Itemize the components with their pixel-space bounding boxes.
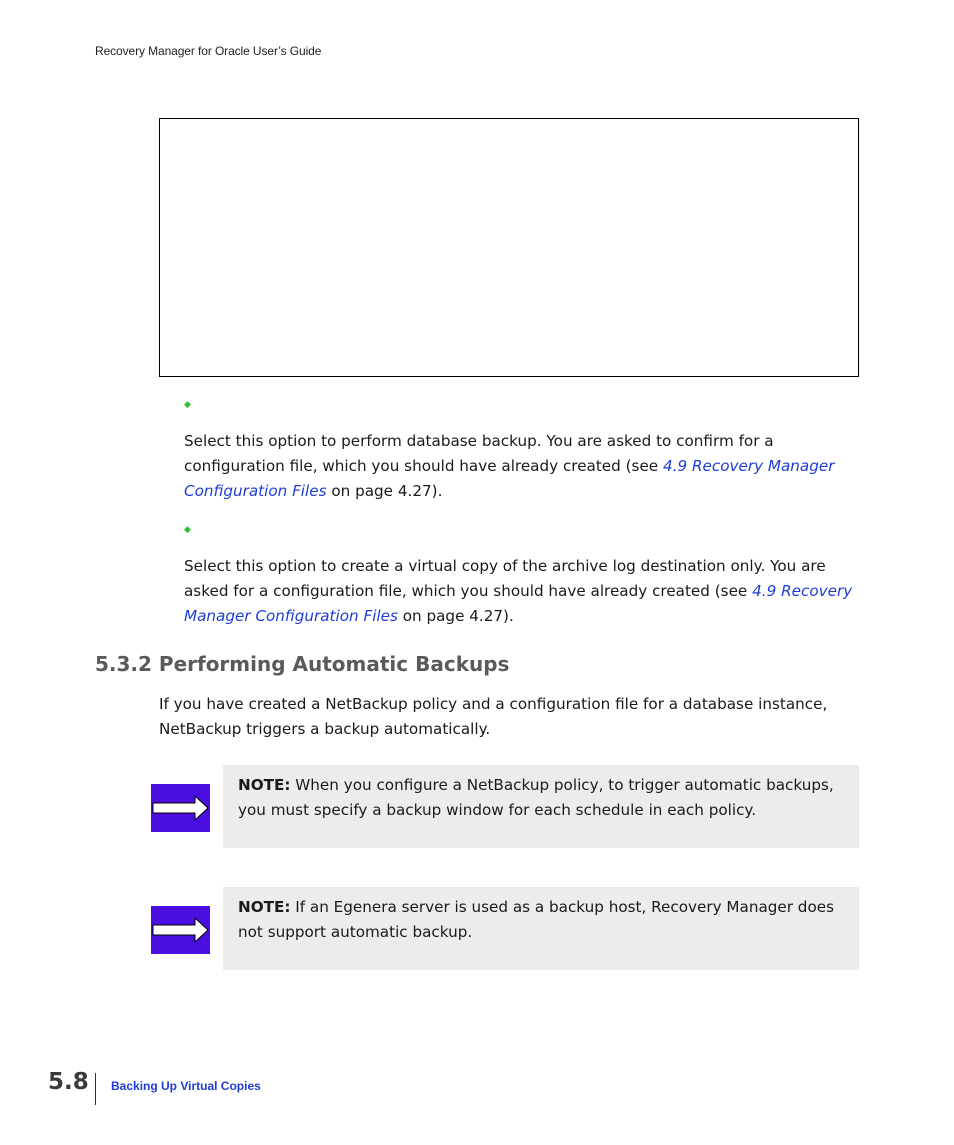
option-text: Select this option to perform database backup. You are asked to confirm for a configuration file, which you should have already created (see <box>184 432 774 475</box>
diamond-bullet-icon: ◆ <box>184 525 191 535</box>
section-heading: 5.3.2 Performing Automatic Backups <box>95 652 510 676</box>
note-text: When you configure a NetBackup policy, to trigger automatic backups, you must specify a backup window for each schedule in each policy. <box>238 776 834 819</box>
cross-reference-link[interactable]: 4.9 Recovery Manager Configuration Files <box>184 581 853 625</box>
option-text-suffix: on page 4.27). <box>397 606 514 625</box>
note-label: NOTE: <box>238 776 291 794</box>
footer-divider <box>95 1073 96 1105</box>
diamond-bullet-icon: ◆ <box>184 400 191 410</box>
page-number: 5.8 <box>48 1069 89 1095</box>
option-text-suffix: on page 4.27). <box>326 481 443 500</box>
note-body <box>238 773 838 823</box>
note-arrow-icon <box>151 784 210 832</box>
footer-chapter-title: Backing Up Virtual Copies <box>111 1079 261 1093</box>
note-text: If an Egenera server is used as a backup host, Recovery Manager does not support automatic backup. <box>238 898 834 941</box>
figure-placeholder <box>159 118 859 377</box>
note-arrow-icon <box>151 906 210 954</box>
note-label: NOTE: <box>238 898 291 916</box>
option-description <box>184 429 856 503</box>
running-header: Recovery Manager for Oracle User’s Guide <box>95 44 322 58</box>
option-description <box>184 554 858 628</box>
section-intro: If you have created a NetBackup policy and a configuration file for a database instance, NetBackup triggers a backup automatically. <box>159 695 828 738</box>
note-box <box>223 765 859 848</box>
note-box <box>223 887 859 970</box>
note-body <box>238 895 844 945</box>
option-text: Select this option to create a virtual copy of the archive log destination only. You are asked for a configuration file, which you should have already created (see <box>184 557 826 600</box>
cross-reference-link[interactable]: 4.9 Recovery Manager Configuration Files <box>184 456 835 500</box>
